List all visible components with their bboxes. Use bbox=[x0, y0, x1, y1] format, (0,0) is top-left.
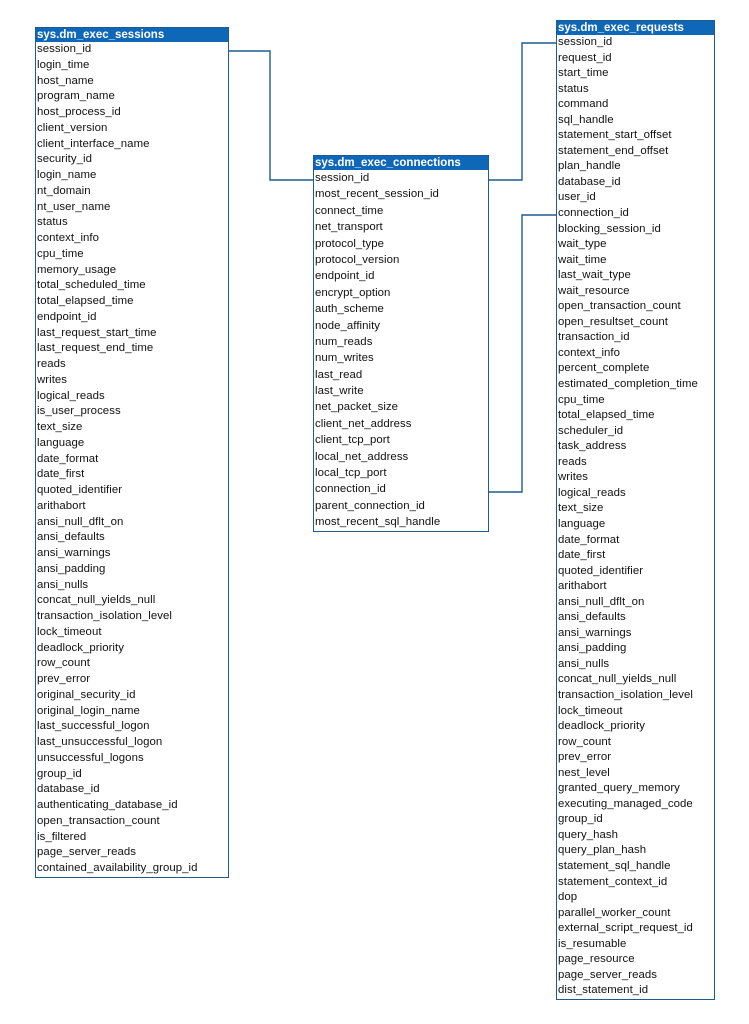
column-field: host_name bbox=[37, 74, 94, 87]
connector-connections-to-requests-connection bbox=[489, 215, 556, 492]
column-field: sql_handle bbox=[558, 113, 614, 126]
column-field: endpoint_id bbox=[315, 270, 375, 283]
column-field: ansi_nulls bbox=[558, 657, 610, 670]
table-title: sys.dm_exec_requests bbox=[557, 21, 714, 35]
column-field: num_writes bbox=[315, 352, 374, 365]
column-field: date_first bbox=[558, 549, 606, 562]
column-field: page_server_reads bbox=[558, 968, 657, 981]
column-field: granted_query_memory bbox=[558, 782, 680, 795]
column-field: original_security_id bbox=[37, 688, 136, 701]
column-field: status bbox=[558, 82, 589, 95]
column-field: client_net_address bbox=[315, 417, 412, 430]
column-field: last_request_end_time bbox=[37, 342, 154, 355]
column-field: wait_resource bbox=[558, 284, 630, 297]
column-field: ansi_nulls bbox=[37, 578, 89, 591]
column-field: parent_connection_id bbox=[315, 499, 425, 512]
column-field: most_recent_session_id bbox=[315, 188, 439, 201]
column-field: connection_id bbox=[315, 483, 386, 496]
column-field: login_name bbox=[37, 169, 97, 181]
column-field: ansi_warnings bbox=[558, 626, 632, 639]
column-field: database_id bbox=[558, 175, 621, 188]
column-field: plan_handle bbox=[558, 160, 621, 173]
column-field: row_count bbox=[558, 735, 612, 748]
column-field: endpoint_id bbox=[37, 310, 97, 323]
column-field: scheduler_id bbox=[558, 424, 624, 437]
column-field: parallel_worker_count bbox=[558, 906, 671, 919]
table-title: sys.dm_exec_sessions bbox=[36, 28, 228, 42]
column-field: nest_level bbox=[558, 766, 610, 779]
column-field: open_transaction_count bbox=[37, 814, 160, 827]
column-field: statement_context_id bbox=[558, 875, 668, 888]
column-list bbox=[314, 170, 488, 531]
column-field: security_id bbox=[37, 153, 92, 166]
column-field: wait_type bbox=[558, 238, 607, 251]
column-field: executing_managed_code bbox=[558, 797, 693, 810]
column-field: wait_time bbox=[558, 253, 607, 266]
column-field: database_id bbox=[37, 783, 100, 796]
column-field: concat_null_yields_null bbox=[558, 673, 677, 686]
column-field: query_plan_hash bbox=[558, 844, 647, 857]
column-field: contained_availability_group_id bbox=[37, 862, 198, 874]
column-field: ansi_warnings bbox=[37, 547, 111, 559]
column-field: client_version bbox=[37, 121, 108, 134]
column-field: client_interface_name bbox=[37, 137, 150, 150]
table-dm-exec-requests[interactable] bbox=[556, 20, 715, 1000]
column-field: task_address bbox=[558, 440, 627, 453]
column-field: authenticating_database_id bbox=[37, 799, 178, 811]
column-field: reads bbox=[37, 358, 66, 370]
column-field: ansi_null_dflt_on bbox=[37, 515, 124, 528]
column-field: connection_id bbox=[558, 207, 629, 220]
column-field: nt_domain bbox=[37, 184, 91, 197]
column-field: deadlock_priority bbox=[558, 720, 645, 733]
column-field: most_recent_sql_handle bbox=[315, 516, 441, 529]
column-field: group_id bbox=[558, 813, 603, 826]
column-field: last_wait_type bbox=[558, 269, 631, 282]
column-field: page_resource bbox=[558, 953, 635, 966]
table-title: sys.dm_exec_connections bbox=[314, 156, 488, 170]
column-field: host_process_id bbox=[37, 106, 121, 118]
connector-sessions-to-connections bbox=[229, 51, 313, 180]
column-field: auth_scheme bbox=[315, 303, 384, 316]
table-dm-exec-connections[interactable] bbox=[313, 155, 489, 532]
column-field: user_id bbox=[558, 191, 596, 204]
column-field: last_unsuccessful_logon bbox=[37, 736, 163, 748]
column-field: logical_reads bbox=[37, 389, 105, 402]
column-field: language bbox=[558, 517, 606, 530]
column-field: group_id bbox=[37, 767, 82, 780]
column-field: lock_timeout bbox=[37, 625, 102, 638]
column-field: protocol_version bbox=[315, 253, 400, 266]
column-field: writes bbox=[37, 373, 68, 386]
column-field: transaction_isolation_level bbox=[558, 688, 693, 701]
column-field: total_elapsed_time bbox=[37, 295, 134, 307]
column-field: percent_complete bbox=[558, 362, 650, 375]
column-field: reads bbox=[558, 455, 587, 468]
column-field: last_read bbox=[315, 368, 363, 381]
column-field: transaction_isolation_level bbox=[37, 610, 172, 622]
column-field: context_info bbox=[37, 232, 100, 244]
column-field: arithabort bbox=[558, 580, 607, 593]
column-field: writes bbox=[558, 471, 589, 484]
column-field: ansi_padding bbox=[37, 562, 106, 575]
column-field: context_info bbox=[558, 346, 621, 359]
column-field: lock_timeout bbox=[558, 704, 623, 717]
column-field: last_write bbox=[315, 385, 364, 398]
column-field: ansi_padding bbox=[558, 642, 627, 655]
connector-connections-to-requests-session bbox=[489, 43, 556, 180]
column-field: memory_usage bbox=[37, 263, 117, 276]
column-field: total_elapsed_time bbox=[558, 409, 655, 422]
column-field: nt_user_name bbox=[37, 200, 111, 213]
column-field: ansi_defaults bbox=[558, 611, 626, 624]
column-field: request_id bbox=[558, 51, 612, 64]
column-field: is_filtered bbox=[37, 830, 87, 843]
column-field: row_count bbox=[37, 657, 91, 670]
column-field: dop bbox=[558, 891, 578, 904]
column-field: concat_null_yields_null bbox=[37, 594, 156, 607]
column-field: date_format bbox=[558, 533, 620, 546]
column-field: login_time bbox=[37, 58, 90, 71]
column-field: dist_statement_id bbox=[558, 984, 649, 997]
column-field: unsuccessful_logons bbox=[37, 751, 144, 764]
column-field: net_packet_size bbox=[315, 401, 399, 414]
column-field: estimated_completion_time bbox=[558, 378, 698, 391]
column-field: logical_reads bbox=[558, 486, 626, 499]
column-field: prev_error bbox=[37, 673, 91, 685]
column-field: local_tcp_port bbox=[315, 467, 387, 480]
column-list bbox=[557, 35, 714, 999]
column-field: prev_error bbox=[558, 751, 612, 764]
column-field: arithabort bbox=[37, 499, 86, 512]
column-field: protocol_type bbox=[315, 237, 385, 250]
column-field: blocking_session_id bbox=[558, 222, 661, 235]
column-field: net_transport bbox=[315, 221, 383, 234]
column-field: external_script_request_id bbox=[558, 922, 693, 935]
column-field: open_transaction_count bbox=[558, 300, 681, 313]
column-field: ansi_defaults bbox=[37, 531, 105, 544]
column-field: cpu_time bbox=[37, 247, 84, 260]
column-field: client_tcp_port bbox=[315, 434, 390, 447]
column-field: date_first bbox=[37, 468, 85, 481]
column-field: original_login_name bbox=[37, 704, 140, 717]
column-field: encrypt_option bbox=[315, 286, 391, 299]
column-field: date_format bbox=[37, 452, 99, 465]
column-field: start_time bbox=[558, 67, 609, 80]
table-dm-exec-sessions[interactable] bbox=[35, 27, 229, 878]
column-list bbox=[36, 42, 228, 877]
column-field: total_scheduled_time bbox=[37, 279, 146, 292]
column-field: quoted_identifier bbox=[558, 564, 644, 577]
column-field: is_resumable bbox=[558, 937, 627, 950]
column-field: node_affinity bbox=[315, 319, 381, 332]
column-field: statement_start_offset bbox=[558, 129, 672, 142]
column-field: session_id bbox=[558, 36, 613, 48]
column-field: deadlock_priority bbox=[37, 641, 124, 654]
column-field: page_server_reads bbox=[37, 846, 136, 859]
column-field: cpu_time bbox=[558, 393, 605, 406]
column-field: last_request_start_time bbox=[37, 326, 157, 339]
column-field: open_resultset_count bbox=[558, 315, 668, 328]
column-field: transaction_id bbox=[558, 331, 630, 344]
column-field: status bbox=[37, 216, 68, 229]
column-field: text_size bbox=[37, 421, 83, 433]
column-field: num_reads bbox=[315, 335, 373, 348]
column-field: text_size bbox=[558, 502, 604, 515]
column-field: session_id bbox=[315, 172, 370, 184]
column-field: statement_end_offset bbox=[558, 144, 669, 157]
column-field: language bbox=[37, 436, 85, 449]
column-field: connect_time bbox=[315, 204, 384, 217]
column-field: is_user_process bbox=[37, 405, 121, 418]
column-field: command bbox=[558, 98, 609, 111]
column-field: ansi_null_dflt_on bbox=[558, 595, 645, 608]
column-field: statement_sql_handle bbox=[558, 859, 671, 872]
column-field: query_hash bbox=[558, 828, 619, 841]
column-field: last_successful_logon bbox=[37, 720, 150, 733]
column-field: quoted_identifier bbox=[37, 484, 123, 496]
column-field: local_net_address bbox=[315, 450, 409, 463]
column-field: session_id bbox=[37, 43, 92, 55]
column-field: program_name bbox=[37, 90, 115, 103]
